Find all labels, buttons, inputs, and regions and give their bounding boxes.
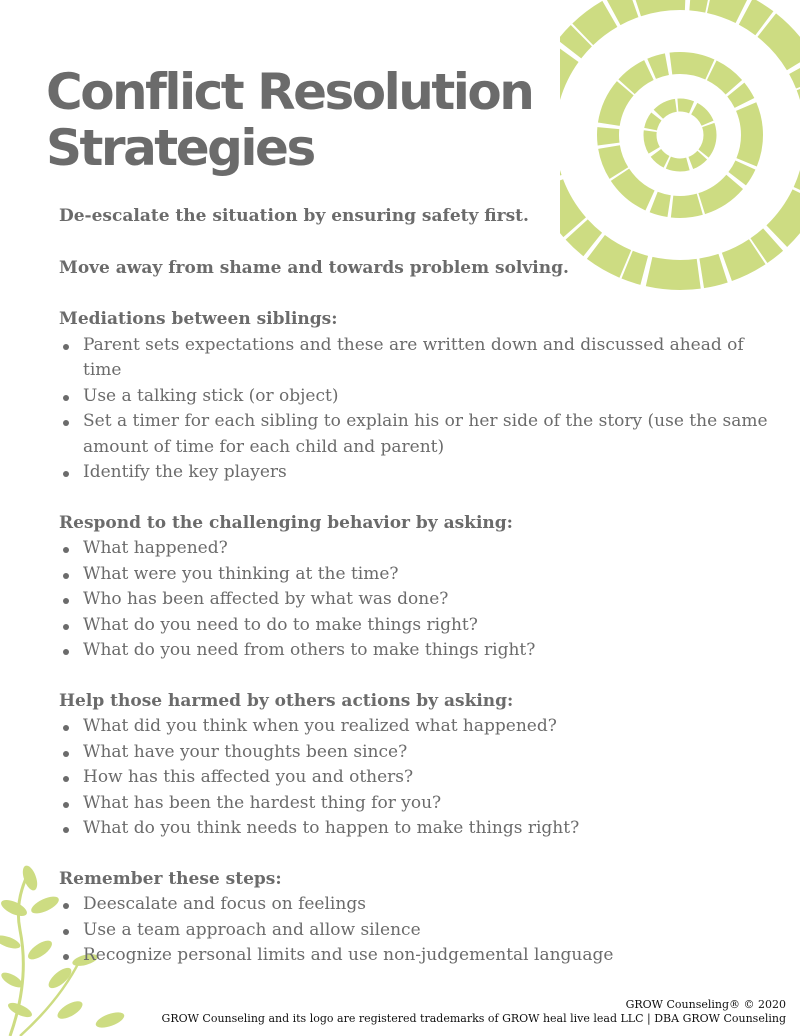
list-item [59, 333, 779, 384]
list-item [59, 536, 779, 562]
bullet-icon [63, 344, 69, 350]
section-remember [59, 867, 779, 969]
section-respond [59, 511, 779, 664]
bullet-icon [63, 725, 69, 731]
bullet-list [59, 892, 779, 969]
bullet-icon [63, 751, 69, 757]
list-item [59, 740, 779, 766]
list-item [59, 791, 779, 817]
bullet-icon [63, 802, 69, 808]
copyright-line: GROW Counseling® © 2020 [625, 998, 786, 1011]
bullet-icon [63, 954, 69, 960]
bullet-icon [63, 573, 69, 579]
list-item-text: What do you need from others to make things right? [83, 640, 536, 660]
bullet-icon [63, 624, 69, 630]
bullet-icon [63, 547, 69, 553]
bullet-icon [63, 598, 69, 604]
section-heading: Respond to the challenging behavior by asking: [59, 512, 513, 533]
bullet-list [59, 714, 779, 842]
section-heading: Help those harmed by others actions by asking: [59, 690, 514, 711]
list-item [59, 562, 779, 588]
section-heading: Remember these steps: [59, 868, 282, 889]
bullet-icon [63, 395, 69, 401]
list-item-text: What do you need to do to make things right? [83, 614, 478, 635]
list-item-text: How has this affected you and others? [83, 767, 414, 787]
list-item-text: What happened? [83, 538, 228, 558]
title-line-1: Conflict Resolution [46, 63, 533, 121]
bullet-icon [63, 903, 69, 909]
list-item [59, 714, 779, 740]
bullet-icon [63, 649, 69, 655]
bullet-icon [63, 827, 69, 833]
list-item-text: Who has been affected by what was done? [83, 589, 449, 609]
list-item [59, 409, 779, 460]
list-item [59, 384, 779, 410]
list-item [59, 587, 779, 613]
bullet-icon [63, 420, 69, 426]
list-item [59, 460, 779, 486]
list-item-text: What did you think when you realized what happened? [83, 716, 557, 736]
list-item-text: Use a team approach and allow silence [83, 919, 421, 940]
list-item [59, 892, 779, 918]
bullet-icon [63, 929, 69, 935]
list-item-text: Recognize personal limits and use non-judgemental language [83, 945, 614, 965]
list-item [59, 613, 779, 639]
trademark-line: GROW Counseling and its logo are registered trademarks of GROW heal live lead LLC | DBA GROW Counseling [161, 1012, 786, 1025]
list-item [59, 816, 779, 842]
content [59, 204, 779, 994]
footer [162, 998, 786, 1026]
list-item-text: Identify the key players [83, 462, 287, 482]
section-siblings [59, 307, 779, 486]
list-item-text: What have your thoughts been since? [83, 741, 408, 762]
list-item-text: Use a talking stick (or object) [83, 385, 339, 406]
list-item-text: What do you think needs to happen to make things right? [83, 818, 580, 838]
intro-shame: Move away from shame and towards problem solving. [59, 257, 569, 278]
list-item [59, 943, 779, 969]
list-item [59, 638, 779, 664]
title-line-2: Strategies [46, 119, 314, 177]
section-heading: Mediations between siblings: [59, 309, 338, 329]
bullet-icon [63, 776, 69, 782]
list-item-text: Set a timer for each sibling to explain his or her side of the story (use the same amount of time for each child and parent) [83, 411, 768, 457]
list-item-text: Parent sets expectations and these are written down and discussed ahead of time [83, 334, 744, 380]
bullet-list [59, 333, 779, 486]
bullet-icon [63, 471, 69, 477]
intro-safety: De-escalate the situation by ensuring safety first. [59, 206, 529, 226]
list-item-text: Deescalate and focus on feelings [83, 894, 366, 914]
list-item [59, 765, 779, 791]
page-title [46, 64, 532, 176]
bullet-list [59, 536, 779, 664]
list-item-text: What were you thinking at the time? [83, 563, 399, 584]
list-item-text: What has been the hardest thing for you? [83, 792, 442, 813]
section-harmed [59, 689, 779, 842]
list-item [59, 918, 779, 944]
